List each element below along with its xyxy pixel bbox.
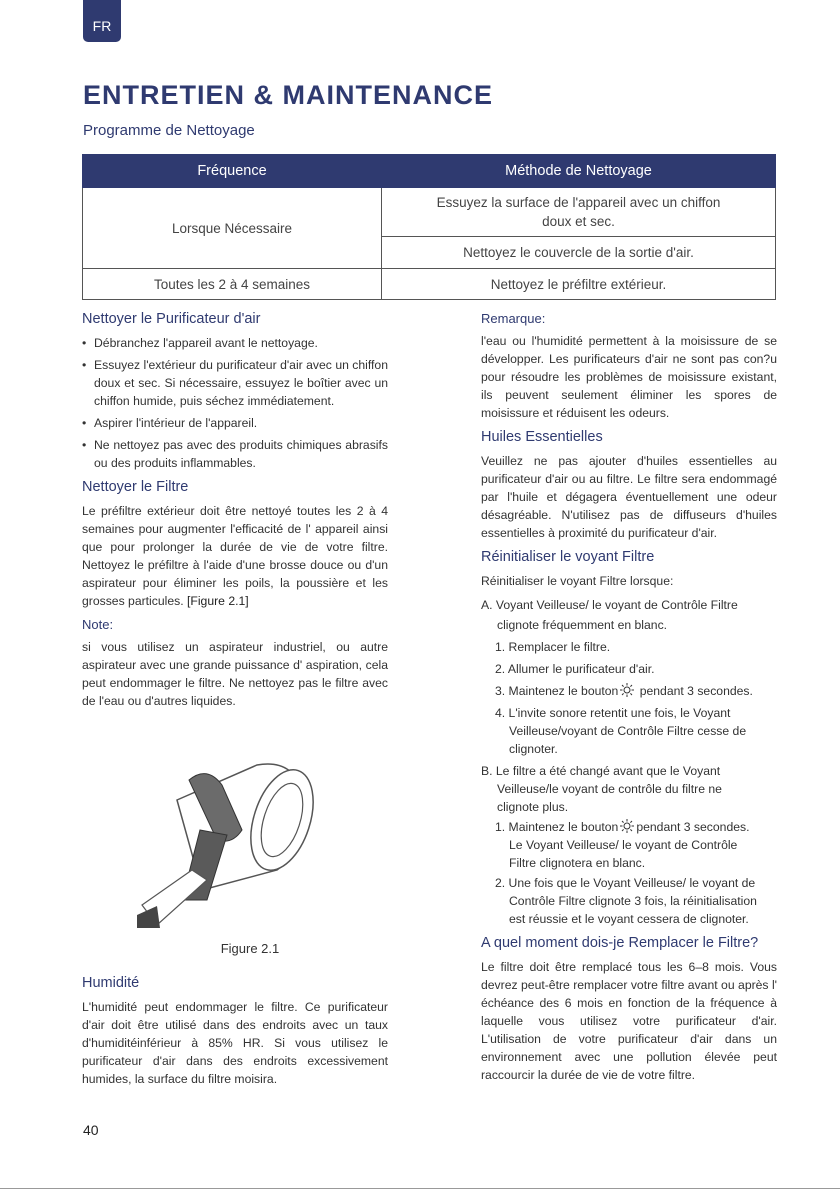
step-b-1-post: pendant 3 secondes. xyxy=(636,820,750,834)
step-a-2: 2. Allumer le purificateur d'air. xyxy=(495,662,655,676)
page-number: 40 xyxy=(83,1122,99,1138)
reset-intro: Réinitialiser le voyant Filtre lorsque: xyxy=(481,574,674,588)
step-a-3-pre: 3. Maintenez le bouton xyxy=(495,684,619,698)
light-button-icon xyxy=(620,819,634,833)
step-b-line2: Veilleuse/le voyant de contrôle du filtre ne xyxy=(497,782,722,796)
step-a-1: 1. Remplacer le filtre. xyxy=(495,640,611,654)
step-a-3-post: pendant 3 secondes. xyxy=(636,684,753,698)
vacuum-cleaning-filter-illustration xyxy=(82,730,388,930)
list-item: • Aspirer l'intérieur de l'appareil. xyxy=(82,414,388,432)
language-tab xyxy=(83,0,121,42)
step-a-4-line3: clignoter. xyxy=(509,742,558,756)
heading-essential-oils: Huiles Essentielles xyxy=(481,429,603,445)
page-title: ENTRETIEN & MAINTENANCE xyxy=(83,80,494,110)
heading-humidity: Humidité xyxy=(82,975,140,991)
cell-method-outlet: Nettoyez le couvercle de la sortie d'air. xyxy=(382,236,776,268)
cleaning-bullets xyxy=(82,334,388,472)
remark-label: Remarque: xyxy=(481,311,546,326)
filter-paragraph xyxy=(82,502,388,610)
step-a-4-line1: 4. L'invite sonore retentit une fois, le Voyant xyxy=(495,706,731,720)
table-header-row xyxy=(83,155,776,188)
step-b-1-line3: Filtre clignotera en blanc. xyxy=(509,856,646,870)
step-b-line1: B. Le filtre a été changé avant que le Voyant xyxy=(481,764,721,778)
note-label: Note: xyxy=(82,617,114,632)
right-column xyxy=(481,304,777,1090)
heading-clean-filter: Nettoyer le Filtre xyxy=(82,479,189,495)
reset-steps xyxy=(481,596,777,928)
note-text: si vous utilisez un aspirateur industriel, ou autre aspirateur avec une grande puissance d' aspiration, cela peut endommager le filtre. Ne nettoyez pas le filtre avec de l'eau ou d'autres liquides. xyxy=(82,640,388,708)
humidity-text: L'humidité peut endommager le filtre. Ce purificateur d'air doit être utilisé dans des endroits avec un taux d'humiditéinférieur à 85% HR. Si vous utilisez le purificateur d'air dans des endroits excessivement humides, la surface du filtre moisira. xyxy=(82,1000,388,1086)
cell-method-wipe-text: Essuyez la surface de l'appareil avec un chiffon doux et sec. xyxy=(436,194,721,229)
cell-method-wipe xyxy=(382,188,776,237)
step-a-line1: A. Voyant Veilleuse/ le voyant de Contrôle Filtre xyxy=(481,598,738,612)
step-b-1-pre: 1. Maintenez le bouton xyxy=(495,820,619,834)
heading-clean-purifier: Nettoyer le Purificateur d'air xyxy=(82,311,261,327)
list-item: • Débranchez l'appareil avant le nettoyage. xyxy=(82,334,388,352)
step-a-3 xyxy=(481,682,777,700)
step-b-2-line2: Contrôle Filtre clignote 3 fois, la réinitialisation xyxy=(509,894,757,908)
step-b-2-line3: est réussie et le voyant cessera de clignoter. xyxy=(509,912,749,926)
header-method: Méthode de Nettoyage xyxy=(382,155,776,188)
step-b-2-line1: 2. Une fois que le Voyant Veilleuse/ le voyant de xyxy=(495,876,756,890)
cell-frequency-2-4-weeks: Toutes les 2 à 4 semaines xyxy=(83,269,382,300)
figure-reference: [Figure 2.1] xyxy=(187,594,249,608)
cleaning-schedule-table xyxy=(82,154,776,300)
language-tab-label: FR xyxy=(92,18,112,34)
figure-2-1-illustration xyxy=(82,730,388,930)
heading-when-replace-filter: A quel moment dois-je Remplacer le Filtre? xyxy=(481,935,759,951)
list-item: • Ne nettoyez pas avec des produits chimiques abrasifs ou des produits inflammables. xyxy=(82,436,388,472)
step-a-4-line2: Veilleuse/voyant de Contrôle Filtre cesse de xyxy=(509,724,747,738)
left-column xyxy=(82,304,388,1094)
remark-text: l'eau ou l'humidité permettent à la moisissure de se développer. Les purificateurs d'air ne sont pas con?u pour résoudre les problèmes de moisissure existant, ils peuvent seulement éliminer les spores de moisissure et réduisent les odeurs. xyxy=(481,334,777,420)
list-item: • Essuyez l'extérieur du purificateur d'air avec un chiffon doux et sec. Si nécessaire, essuyez le boîtier avec un chiffon humide, puis séchez immédiatement. xyxy=(82,356,388,410)
section-subtitle: Programme de Nettoyage xyxy=(83,122,255,139)
light-button-icon xyxy=(620,683,634,697)
replace-text: Le filtre doit être remplacé tous les 6–8 mois. Vous devrez peut-être remplacer votre filtre avant ou après l' échéance des 6 mois en fonction de la fréquence à laquelle vous utilisez votre purificateur d'air. L'utilisation de votre purificateur d'air dans un environnement avec une pollution élevée peut raccourcir la durée de vie de votre filtre. xyxy=(481,960,777,1082)
step-b-1-line2: Le Voyant Veilleuse/ le voyant de Contrôle xyxy=(509,838,738,852)
figure-caption: Figure 2.1 xyxy=(220,941,280,956)
step-b-1 xyxy=(481,818,777,836)
filter-text: Le préfiltre extérieur doit être nettoyé toutes les 2 à 4 semaines pour augmenter l'efficacité de l' appareil ainsi que pour prolonger la durée de vie de votre filtre. Nettoyez le préfiltre à l'aide d'une brosse douce ou d'un aspirateur pour éliminer les poils, la poussière et les grosses particules. xyxy=(82,504,388,608)
bottom-divider xyxy=(0,1188,840,1189)
cell-method-prefilter: Nettoyez le préfiltre extérieur. xyxy=(382,269,776,300)
table-row xyxy=(83,269,776,300)
table-row xyxy=(83,188,776,237)
step-a-line2: clignote fréquemment en blanc. xyxy=(497,618,668,632)
heading-reset-filter-light: Réinitialiser le voyant Filtre xyxy=(481,549,655,565)
oils-text: Veuillez ne pas ajouter d'huiles essentielles au purificateur d'air ou au filtre. Le filtre sera endommagé par l'huile et dégagera éventuellement une odeur désagréable. N'utilisez pas de diffuseurs d'huiles essentielles à proximité du purificateur d'air. xyxy=(481,454,777,540)
cell-frequency-as-needed: Lorsque Nécessaire xyxy=(83,188,382,269)
header-frequency: Fréquence xyxy=(83,155,382,188)
step-b-line3: clignote plus. xyxy=(497,800,569,814)
